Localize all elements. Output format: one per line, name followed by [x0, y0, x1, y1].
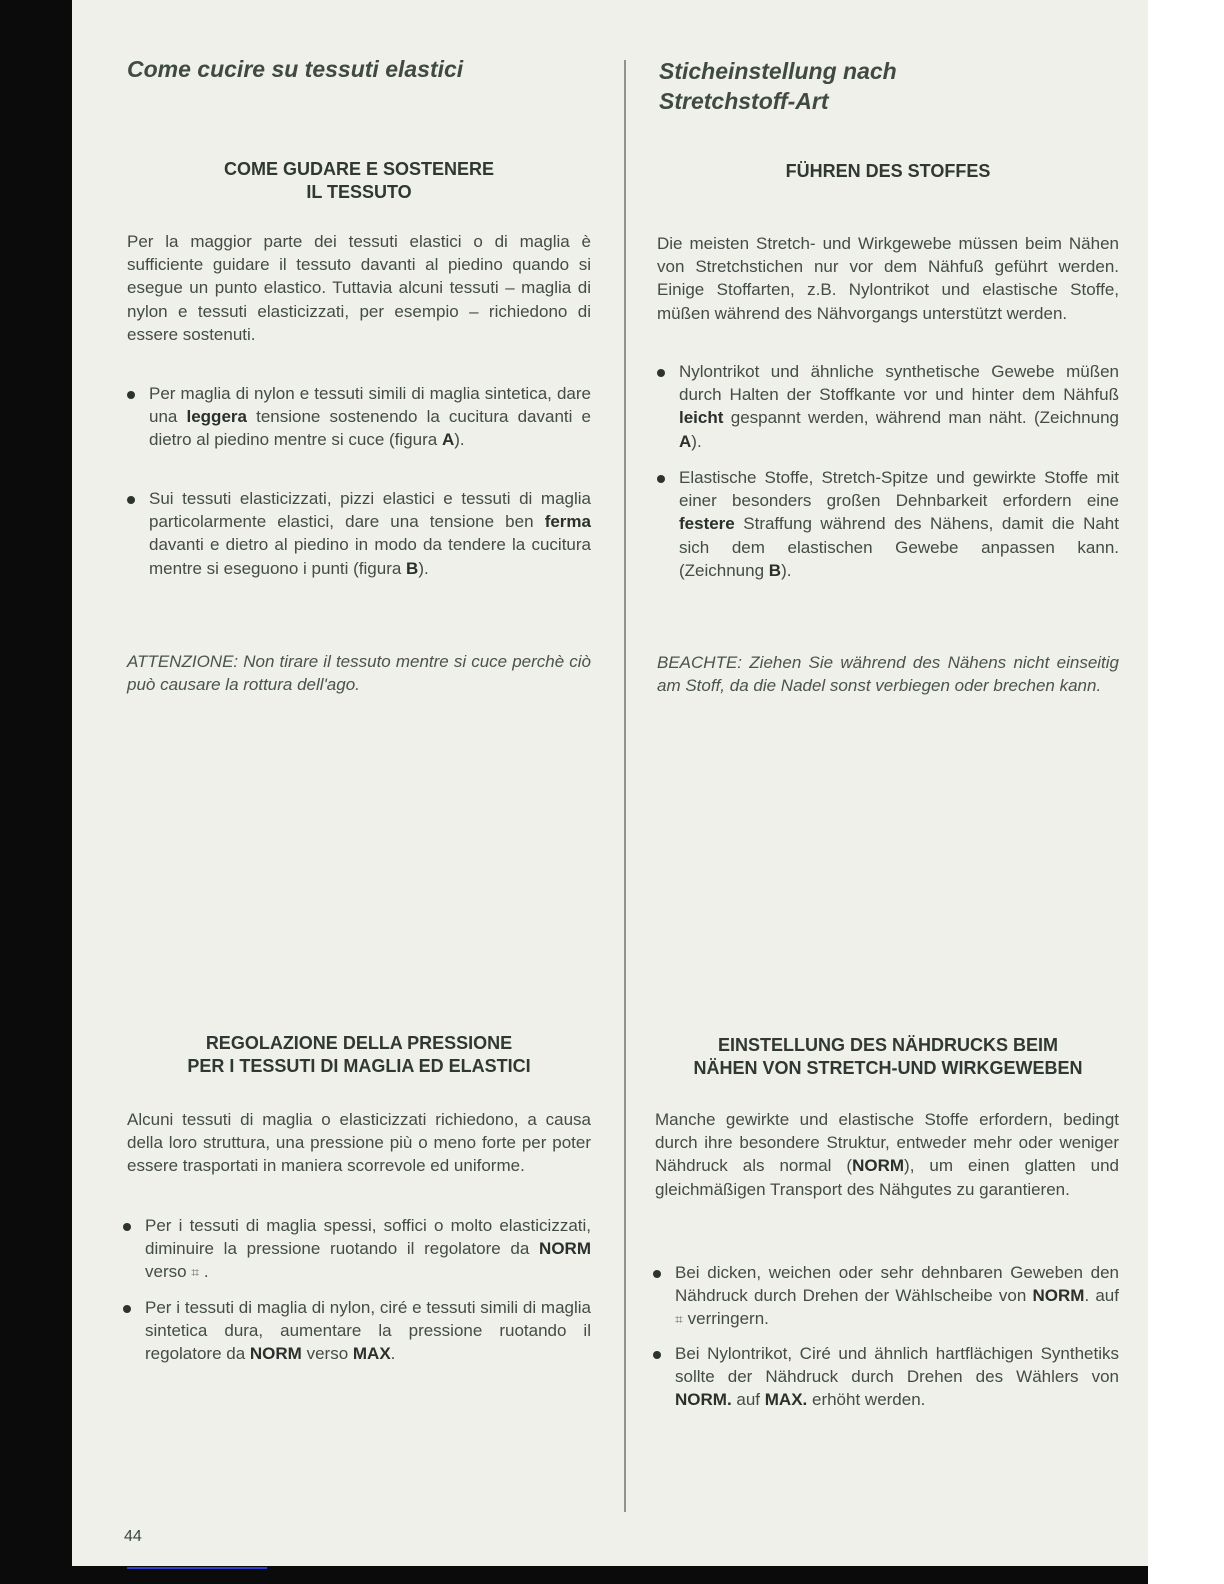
column-divider [624, 60, 626, 1512]
page-number: 44 [124, 1528, 142, 1545]
german-section2-intro: Manche gewirkte und elastische Stoffe erfordern, bedingt durch ihre besondere Struktur, entweder mehr oder weniger Nähdruck als normal (NORM), um einen glatten und gleichmäßigen Transport des Nähgutes zu garantieren. [655, 1110, 1119, 1199]
heading-line: NÄHEN VON STRETCH-UND WIRKGEWEBEN [693, 1058, 1083, 1078]
heading-line: REGOLAZIONE DELLA PRESSIONE [205, 1033, 513, 1053]
heading-line: EINSTELLUNG DES NÄHDRUCKS BEIM [717, 1035, 1058, 1055]
german-section1-intro: Die meisten Stretch- und Wirkgewebe müssen beim Nähen von Stretchstichen nur vor dem Nähfuß geführt werden. Einige Stoffarten, z.B. Nylontrikot und elastische Stoffe, müßen während des Nähvorgangs unterstützt werden. [657, 234, 1119, 323]
german-title [659, 56, 1121, 116]
italian-bullet-increase: Per i tessuti di maglia di nylon, ciré e tessuti simili di maglia sintetica dura, aumentare la pressione ruotando il regolatore da NORM verso MAX. [123, 1296, 591, 1366]
bullet-icon [653, 1351, 661, 1359]
german-bullet-increase: Bei Nylontrikot, Ciré und ähnlich hartflächigen Synthetiks sollte der Nähdruck durch Drehen des Wählers von NORM. auf MAX. erhöht werden. [653, 1342, 1119, 1412]
bullet-icon [127, 496, 135, 504]
german-bullet-festere: Elastische Stoffe, Stretch-Spitze und gewirkte Stoffe mit einer besonders großen Dehnbarkeit erfordern eine festere Straffung während des Nähens, damit die Naht sich dem elastischen Gewebe anpassen kann. (Zeichnung B). [657, 466, 1119, 582]
italian-section2-heading [127, 1032, 591, 1078]
bullet-icon [123, 1223, 131, 1231]
low-pressure-icon: ⌗ [675, 1312, 683, 1329]
german-bullet-decrease: Bei dicken, weichen oder sehr dehnbaren Geweben den Nähdruck durch Drehen der Wählscheibe von NORM. auf ⌗ verringern. [653, 1261, 1119, 1333]
italian-section2-intro: Alcuni tessuti di maglia o elasticizzati richiedono, a causa della loro struttura, una pressione più o meno forte per poter essere trasportati in maniera scorrevole ed uniforme. [127, 1110, 591, 1176]
italian-bullet-ferma: Sui tessuti elasticizzati, pizzi elastici e tessuti di maglia particolarmente elastici, dare una tensione ben ferma davanti e dietro al piedino in modo da tendere la cucitura mentre si eseguono i punti (figura B). [127, 487, 591, 580]
bullet-icon [657, 369, 665, 377]
page-margin [1148, 0, 1224, 1584]
german-section1-heading: FÜHREN DES STOFFES [785, 161, 991, 181]
italian-bullet-decrease: Per i tessuti di maglia spessi, soffici o molto elasticizzati, diminuire la pressione ruotando il regolatore da NORM verso ⌗ . [123, 1214, 591, 1286]
bottom-rule [127, 1567, 267, 1569]
bullet-icon [653, 1270, 661, 1278]
heading-line: COME GUDARE E SOSTENERE [223, 159, 495, 179]
italian-title: Come cucire su tessuti elastici [127, 56, 464, 82]
italian-note: ATTENZIONE: Non tirare il tessuto mentre si cuce perchè ciò può causare la rottura dell'ago. [127, 652, 591, 695]
german-note: BEACHTE: Ziehen Sie während des Nähens nicht einseitig am Stoff, da die Nadel sonst verbiegen oder brechen kann. [657, 653, 1119, 696]
italian-bullet-leggera: Per maglia di nylon e tessuti simili di maglia sintetica, dare una leggera tensione sostenendo la cucitura davanti e dietro al piedino mentre si cuce (figura A). [127, 382, 591, 452]
title-line: Stretchstoff-Art [659, 88, 829, 114]
bullet-icon [123, 1305, 131, 1313]
heading-line: IL TESSUTO [306, 182, 412, 202]
title-line: Sticheinstellung nach [659, 58, 897, 84]
heading-line: PER I TESSUTI DI MAGLIA ED ELASTICI [187, 1056, 531, 1076]
bullet-icon [127, 391, 135, 399]
bullet-icon [657, 475, 665, 483]
italian-section1-intro: Per la maggior parte dei tessuti elastici o di maglia è sufficiente guidare il tessuto davanti al piedino quando si esegue un punto elastico. Tuttavia alcuni tessuti – maglia di nylon e tessuti elasticizzati, per esempio – richiedono di essere sostenuti. [127, 232, 591, 344]
low-pressure-icon: ⌗ [191, 1265, 200, 1282]
german-bullet-leicht: Nylontrikot und ähnliche synthetische Gewebe müßen durch Halten der Stoffkante vor und hinter dem Nähfuß leicht gespannt werden, während man näht. (Zeichnung A). [657, 360, 1119, 453]
italian-section1-heading [127, 158, 591, 204]
german-section2-heading [655, 1034, 1121, 1080]
